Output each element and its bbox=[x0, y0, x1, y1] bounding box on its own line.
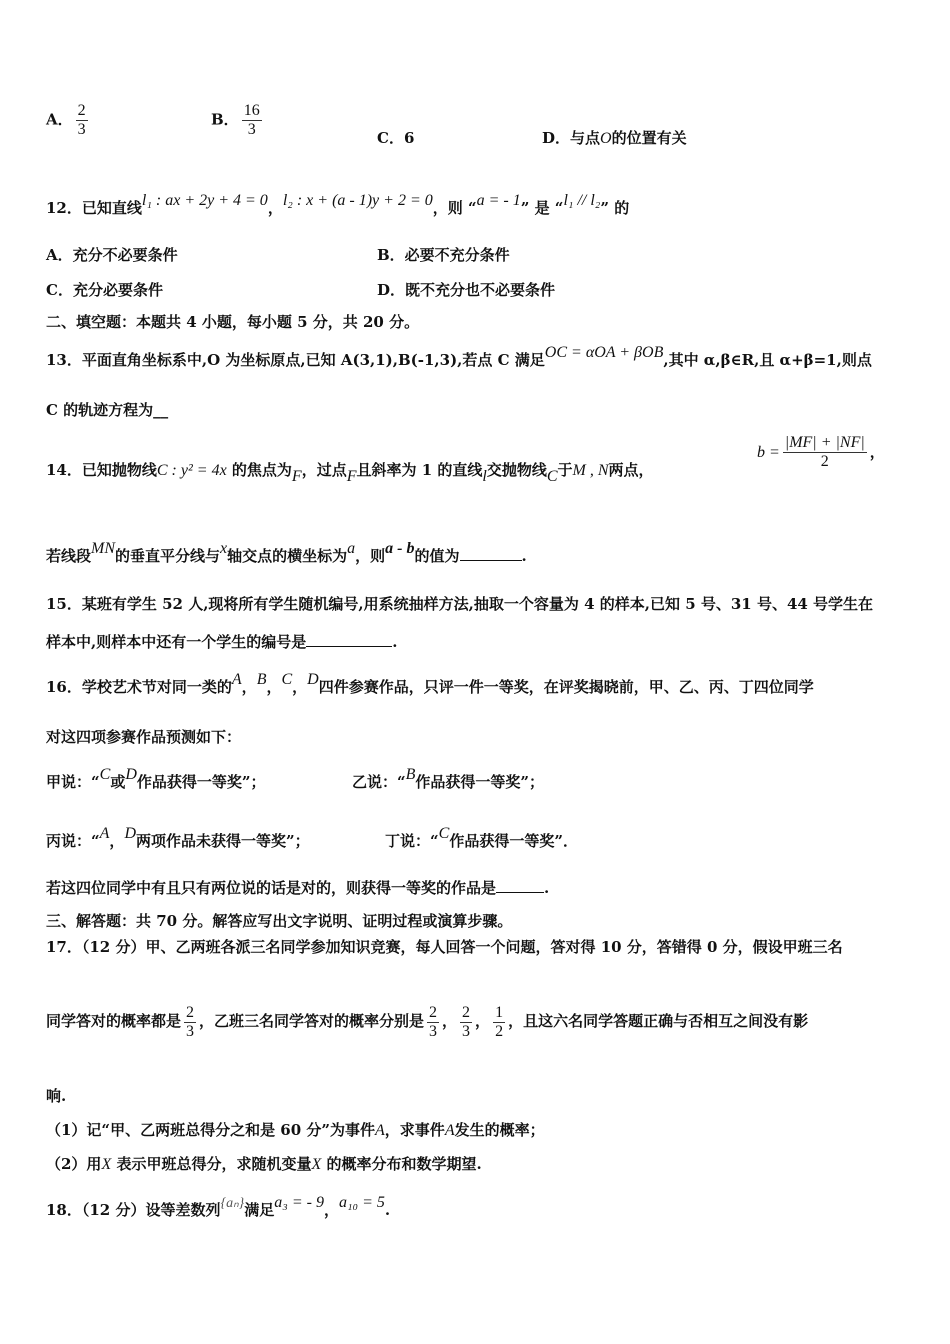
math-formula: C : y² = 4x bbox=[156, 462, 227, 479]
stem-text: 作品获得一等奖”； bbox=[136, 773, 266, 791]
q17-line1: 17．（12 分）甲、乙两班各派三名同学参加知识竞赛，每人回答一个问题，答对得 10 分，答错得 0 分，假设甲班三名 bbox=[46, 938, 843, 956]
q16-last-line bbox=[46, 878, 549, 898]
denominator: 3 bbox=[429, 1022, 438, 1040]
math-var: O bbox=[600, 130, 612, 147]
q14-b-formula bbox=[757, 434, 885, 471]
option-label: B． bbox=[211, 110, 239, 129]
math-var: X bbox=[101, 1156, 112, 1173]
q16-ding-statement bbox=[385, 825, 578, 852]
answer-blank bbox=[460, 546, 522, 561]
denominator: 2 bbox=[495, 1022, 504, 1040]
q16-line2: 对这四项参赛作品预测如下： bbox=[46, 728, 242, 746]
numerator: 2 bbox=[186, 1003, 195, 1021]
fraction bbox=[460, 1004, 472, 1041]
math-formula: {aₙ} bbox=[220, 1196, 245, 1211]
q11-option-a bbox=[46, 102, 91, 139]
stem-text: （2）用 bbox=[46, 1155, 102, 1173]
stem-text: ，则 “ bbox=[432, 199, 477, 217]
numerator: 1 bbox=[495, 1003, 504, 1021]
numerator: 16 bbox=[243, 102, 260, 119]
denominator: 3 bbox=[462, 1022, 471, 1040]
math-var: A bbox=[444, 1122, 455, 1139]
math-formula: l₂ : x + (a - 1)y + 2 = 0 bbox=[282, 192, 433, 209]
q17-line2 bbox=[46, 1000, 808, 1042]
fraction bbox=[427, 1004, 439, 1041]
q12-option-a: A．充分不必要条件 bbox=[46, 246, 178, 264]
stem-text: 轴交点的横坐标为 bbox=[227, 547, 348, 565]
stem-text: 14．已知抛物线 bbox=[46, 461, 157, 479]
stem-text: 表示甲班总得分，求随机变量 bbox=[116, 1155, 312, 1173]
stem-text: ， bbox=[109, 832, 125, 850]
stem-text: 满足 bbox=[244, 1201, 275, 1219]
q11-option-d bbox=[542, 127, 687, 148]
answer-blank bbox=[306, 632, 392, 647]
stem-text: 发生的概率； bbox=[454, 1121, 545, 1139]
stem-text: 的值为 bbox=[414, 547, 460, 565]
q16-jia-statement bbox=[46, 766, 266, 793]
stem-text: 18．（12 分）设等差数列 bbox=[46, 1201, 221, 1219]
stem-text: 作品获得一等奖”； bbox=[415, 773, 545, 791]
q18-stem bbox=[46, 1194, 391, 1222]
stem-text: 若线段 bbox=[46, 547, 92, 565]
stem-text: 12．已知直线 bbox=[46, 199, 142, 217]
stem-text: ，求事件 bbox=[384, 1121, 445, 1139]
q14-stem bbox=[46, 460, 654, 485]
q17-sub1 bbox=[46, 1120, 545, 1141]
math-formula: a₃ = - 9 bbox=[274, 1194, 324, 1211]
q12-option-b: B．必要不充分条件 bbox=[377, 246, 510, 264]
numerator: 2 bbox=[429, 1003, 438, 1021]
stem-text: 于 bbox=[557, 461, 573, 479]
q13-line2: C 的轨迹方程为__ bbox=[46, 401, 169, 419]
stem-text: ， bbox=[475, 1012, 491, 1030]
stem-text: （1）记“甲、乙两班总得分之和是 60 分”为事件 bbox=[46, 1121, 376, 1139]
math-formula: l₁ : ax + 2y + 4 = 0 bbox=[141, 192, 268, 209]
math-var: l bbox=[482, 468, 487, 485]
stem-text: 作品获得一等奖”． bbox=[449, 832, 578, 850]
denominator: 3 bbox=[77, 121, 86, 138]
q16-yi-statement bbox=[352, 766, 545, 793]
math-var: D bbox=[307, 671, 319, 688]
q11-option-b bbox=[211, 102, 265, 139]
q16-bing-statement bbox=[46, 825, 310, 852]
q15-line2 bbox=[46, 632, 397, 652]
q11-option-c: C．6 bbox=[377, 129, 415, 147]
q13-stem bbox=[46, 344, 872, 371]
stem-text: ，则 bbox=[355, 547, 386, 565]
math-var: C bbox=[438, 825, 450, 842]
stem-text: 交抛物线 bbox=[486, 461, 547, 479]
q12-stem bbox=[46, 192, 630, 219]
stem-text: 的概率分布和数学期望. bbox=[326, 1155, 482, 1173]
q17-sub2 bbox=[46, 1154, 482, 1175]
math-var: F bbox=[291, 468, 302, 485]
math-var: F bbox=[346, 468, 357, 485]
fraction bbox=[493, 1004, 505, 1041]
stem-text: ，且这六名同学答题正确与否相互之间没有影 bbox=[508, 1012, 809, 1030]
math-var: C bbox=[281, 671, 293, 688]
section-heading: 二、填空题：本题共 4 小题，每小题 5 分，共 20 分。 bbox=[46, 313, 420, 331]
option-text: 的位置有关 bbox=[611, 129, 687, 147]
q17-line3: 响. bbox=[46, 1087, 67, 1105]
math-formula: a = - 1 bbox=[476, 192, 521, 209]
numerator: 2 bbox=[462, 1003, 471, 1021]
stem-text: ， bbox=[323, 1201, 339, 1219]
stem-text: 乙说：“ bbox=[352, 773, 406, 791]
stem-text: . bbox=[392, 633, 398, 651]
stem-text: ” 的 bbox=[600, 199, 630, 217]
math-var: X bbox=[311, 1156, 322, 1173]
math-var: x bbox=[220, 540, 228, 557]
stem-text: ,其中 α,β∈R,且 α+β=1,则点 bbox=[663, 351, 872, 369]
stem-text: 的垂直平分线与 bbox=[115, 547, 221, 565]
stem-text: ， bbox=[442, 1012, 458, 1030]
numerator: |MF| + |NF| bbox=[784, 434, 865, 451]
fraction bbox=[76, 102, 88, 139]
fraction bbox=[242, 102, 262, 139]
fraction bbox=[184, 1004, 196, 1041]
stem-text: 两点， bbox=[608, 461, 654, 479]
stem-text: 样本中,则样本中还有一个学生的编号是 bbox=[46, 633, 307, 651]
stem-text: 13．平面直角坐标系中,O 为坐标原点,已知 A(3,1),B(-1,3),若点 C 满足 bbox=[46, 351, 545, 369]
stem-text: ，过点 bbox=[301, 461, 347, 479]
math-formula: OC = αOA + βOB bbox=[544, 344, 664, 361]
option-text: D．与点 bbox=[542, 129, 601, 147]
stem-text: 的焦点为 bbox=[231, 461, 292, 479]
stem-text: ， bbox=[241, 678, 257, 696]
stem-text: 四件参赛作品，只评一件一等奖，在评奖揭晓前，甲、乙、丙、丁四位同学 bbox=[318, 678, 814, 696]
numerator: 2 bbox=[77, 102, 86, 119]
math-formula: a₁₀ = 5 bbox=[338, 1194, 385, 1211]
stem-text: 16．学校艺术节对同一类的 bbox=[46, 678, 232, 696]
stem-text: 甲说：“ bbox=[46, 773, 100, 791]
q12-option-c: C．充分必要条件 bbox=[46, 281, 163, 299]
stem-text: . bbox=[521, 547, 527, 565]
stem-text: ” 是 “ bbox=[520, 199, 564, 217]
math-var: B bbox=[405, 766, 416, 783]
stem-text: 丙说：“ bbox=[46, 832, 100, 850]
stem-text: ， bbox=[267, 199, 283, 217]
stem-text: 且斜率为 1 的直线 bbox=[356, 461, 483, 479]
math-var: MN bbox=[91, 540, 116, 557]
stem-text: 丁说：“ bbox=[385, 832, 439, 850]
stem-text: ，乙班三名同学答对的概率分别是 bbox=[199, 1012, 425, 1030]
stem-text: 同学答对的概率都是 bbox=[46, 1012, 182, 1030]
stem-text: ， bbox=[266, 678, 282, 696]
option-label: A． bbox=[46, 110, 73, 129]
math-var: A bbox=[375, 1122, 385, 1139]
q15-line1: 15．某班有学生 52 人,现将所有学生随机编号,用系统抽样方法,抽取一个容量为 4 的样本,已知 5 号、31 号、44 号学生在 bbox=[46, 595, 874, 613]
math-formula: l₁ // l₂ bbox=[563, 192, 601, 209]
math-var: C bbox=[99, 766, 111, 783]
stem-text: 若这四位同学中有且只有两位说的话是对的，则获得一等奖的作品是 bbox=[46, 879, 497, 897]
fraction bbox=[783, 434, 867, 471]
math-var: D bbox=[125, 766, 137, 783]
stem-text: ， bbox=[292, 678, 308, 696]
math-var: B bbox=[256, 671, 267, 688]
math-var: A bbox=[99, 825, 110, 842]
math-formula: b = bbox=[757, 444, 780, 461]
math-var: a bbox=[347, 540, 356, 557]
stem-text: 两项作品未获得一等奖”； bbox=[136, 832, 310, 850]
denominator: 2 bbox=[820, 453, 829, 470]
stem-text: . bbox=[544, 879, 550, 897]
stem-text: . bbox=[384, 1201, 391, 1219]
q14-line2 bbox=[46, 540, 527, 567]
math-var: A bbox=[231, 671, 242, 688]
math-formula: a - b bbox=[385, 540, 415, 557]
math-var: D bbox=[124, 825, 136, 842]
denominator: 3 bbox=[186, 1022, 195, 1040]
math-var: C bbox=[546, 468, 558, 485]
stem-text: 或 bbox=[110, 773, 126, 791]
denominator: 3 bbox=[247, 121, 256, 138]
answer-blank bbox=[496, 878, 544, 893]
section-heading: 三、解答题：共 70 分。解答应写出文字说明、证明过程或演算步骤。 bbox=[46, 912, 513, 930]
stem-text: ， bbox=[869, 443, 885, 461]
q16-stem bbox=[46, 671, 814, 698]
q12-option-d: D．既不充分也不必要条件 bbox=[377, 281, 556, 299]
math-formula: M , N bbox=[572, 462, 609, 479]
